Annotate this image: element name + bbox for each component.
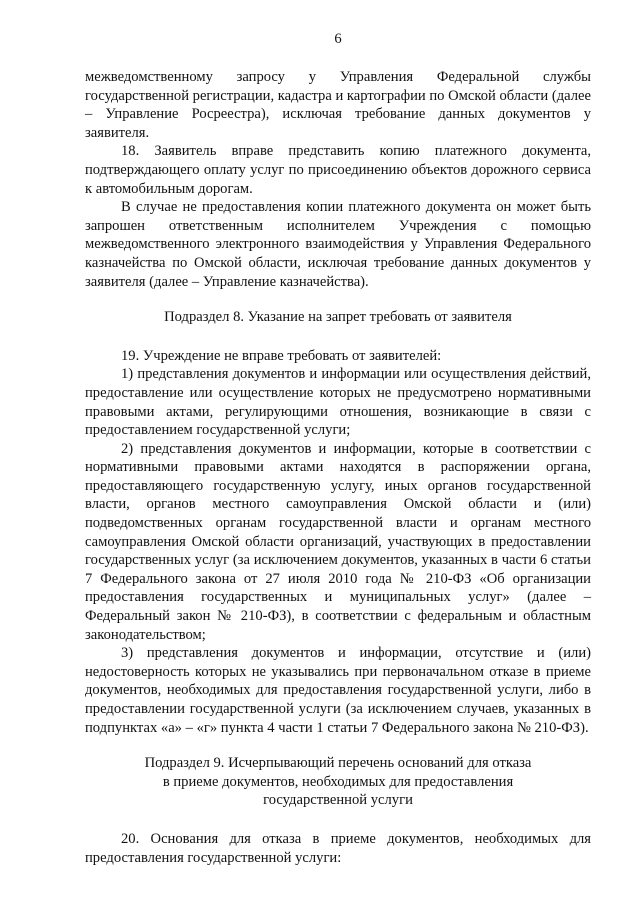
paragraph-18: 18. Заявитель вправе представить копию платежного документа, подтверждающего оплату услуг по присоединению объектов дорожного сервиса к автомобильным дорогам. bbox=[85, 143, 591, 197]
subsection-9-title-line-2: в приеме документов, необходимых для предоставления bbox=[162, 773, 514, 790]
page-number: 6 bbox=[334, 31, 342, 47]
paragraph-19-item-1: 1) представления документов и информации или осуществления действий, предоставление или осуществление которых не предусмотрено нормативными правовыми актами, регулирующими отношения, возникающие в связи с предоставлением государственной услуги; bbox=[85, 366, 591, 439]
subsection-9-title-line-1: Подраздел 9. Исчерпывающий перечень оснований для отказа bbox=[144, 755, 532, 772]
subsection-9-title-line-3: государственной услуги bbox=[263, 792, 413, 809]
subsection-9-heading bbox=[85, 754, 591, 810]
paragraph-19-item-3: 3) представления документов и информации, отсутствие и (или) недостоверность которых не указывались при первоначальном отказе в приеме документов, необходимых для предоставления государственной услуги, либо в предоставлении государственной услуги (за исключением случаев, указанных в подпунктах «а» – «г» пункта 4 части 1 статьи 7 Федерального закона № 210-ФЗ). bbox=[85, 645, 591, 736]
subsection-8-title: Подраздел 8. Указание на запрет требовать от заявителя bbox=[164, 309, 512, 326]
subsection-8-heading bbox=[85, 308, 591, 327]
paragraph-19-item-2: 2) представления документов и информации, которые в соответствии с нормативными правовыми актами находятся в распоряжении органа, предоставляющего государственную услугу, иных органов государственной власти, органов местного самоуправления Омской области и (или) подведомственных органам государственной власти и органам местного самоуправления Омской области организаций, участвующих в предоставлении государственных услуг (за исключением документов, указанных в части 6 статьи 7 Федерального закона от 27 июля 2010 года № 210-ФЗ «Об организации предоставления государственных и муниципальных услуг» (далее – Федеральный закон № 210-ФЗ), в соответствии с федеральным и областным законодательством; bbox=[85, 440, 591, 643]
paragraph-continuation: межведомственному запросу у Управления Федеральной службы государственной регистрации, кадастра и картографии по Омской области (далее – Управление Росреестра), исключая требование данных документов у заявителя. bbox=[85, 69, 592, 141]
paragraph-19: 19. Учреждение не вправе требовать от заявителей: bbox=[121, 347, 442, 364]
paragraph-18-copy-not-provided: В случае не предоставления копии платежного документа он может быть запрошен ответственным исполнителем Учреждения с помощью межведомственного электронного взаимодействия у Управления Федерального казначейства по Омской области, исключая требование данных документов у заявителя (далее – Управление казначейства). bbox=[85, 199, 591, 290]
paragraph-20: 20. Основания для отказа в приеме документов, необходимых для предоставления государственной услуги: bbox=[85, 830, 591, 866]
